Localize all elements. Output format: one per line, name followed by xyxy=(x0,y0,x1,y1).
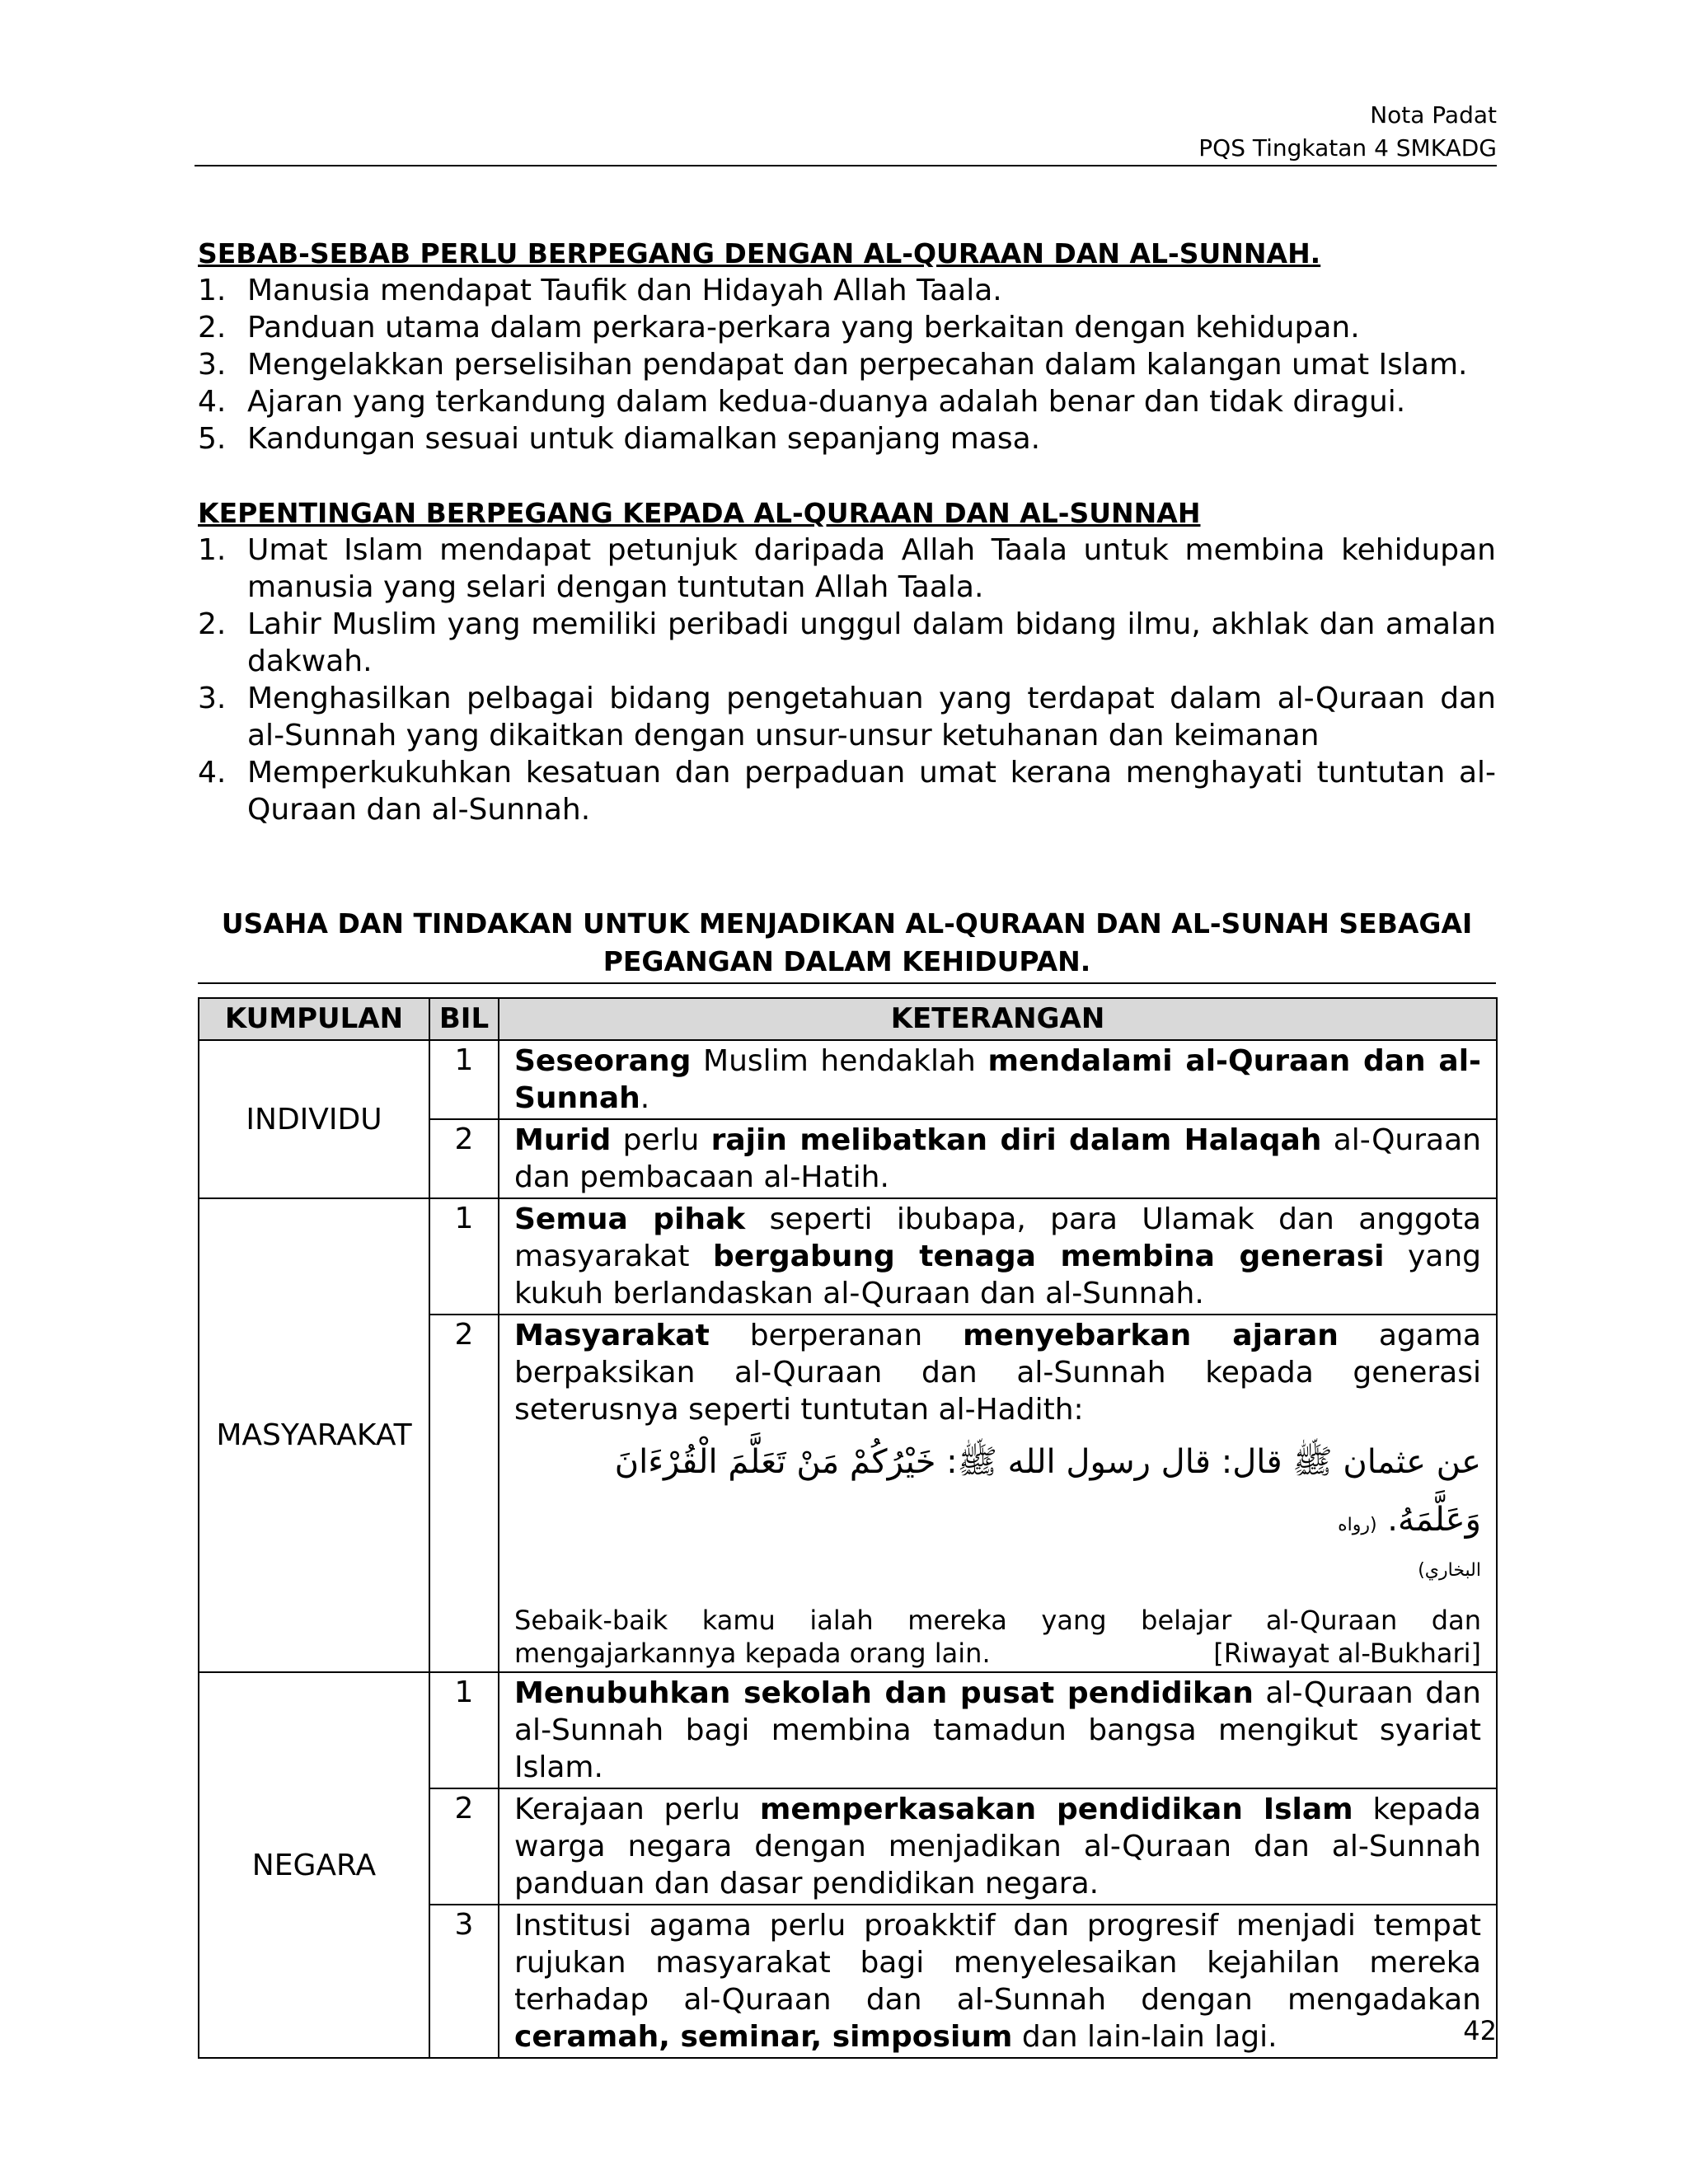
column-header-keterangan: KETERANGAN xyxy=(499,998,1497,1040)
bil-cell: 2 xyxy=(429,1788,499,1905)
table-header-row xyxy=(199,998,1497,1040)
efforts-table xyxy=(198,997,1498,2059)
description-cell: Menubuhkan sekolah dan pusat pendidikan al-Quraan dan al-Sunnah bagi membina tamadun bangsa mengikut syariat Islam. xyxy=(499,1672,1497,1788)
list-item: 1. Umat Islam mendapat petunjuk daripada Allah Taala untuk membina kehidupan manusia yang selari dengan tuntutan Allah Taala. xyxy=(198,533,1496,604)
bil-cell: 1 xyxy=(429,1672,499,1788)
table-title xyxy=(198,905,1496,981)
list-item: 5. Kandungan sesuai untuk diamalkan sepanjang masa. xyxy=(198,422,1041,456)
reasons-list xyxy=(198,272,1496,457)
bil-cell: 3 xyxy=(429,1905,499,2058)
list-item: 4. Ajaran yang terkandung dalam kedua-duanya adalah benar dan tidak diragui. xyxy=(198,385,1406,419)
table-row xyxy=(199,1672,1497,1788)
list-item: 4. Memperkukuhkan kesatuan dan perpaduan umat kerana menghayati tuntutan al-Quraan dan al-Sunnah. xyxy=(198,756,1496,827)
table-title-line-1: USAHA DAN TINDAKAN UNTUK MENJADIKAN AL-QURAAN DAN AL-SUNAH SEBAGAI xyxy=(221,907,1473,940)
list-item: 2. Lahir Muslim yang memiliki peribadi unggul dalam bidang ilmu, akhlak dan amalan dakwah. xyxy=(198,607,1496,678)
group-cell-individu: INDIVIDU xyxy=(199,1040,429,1198)
description-cell: Institusi agama perlu proakktif dan progresif menjadi tempat rujukan masyarakat bagi menyelesaikan kejahilan mereka terhadap al-Quraan dan al-Sunnah dengan mengadakan ceramah, seminar, simposium dan lain-lain lagi. xyxy=(499,1905,1497,2058)
hadith-meaning: Sebaik-baik kamu ialah mereka yang belajar al-Quraan dan mengajarkannya kepada orang lain. [Riwayat al-Bukhari] xyxy=(514,1605,1481,1669)
section-reasons xyxy=(198,235,1496,457)
description-cell: Seseorang Muslim hendaklah mendalami al-Quraan dan al-Sunnah. xyxy=(499,1040,1497,1119)
bil-cell: 2 xyxy=(429,1315,499,1672)
description-cell: Murid perlu rajin melibatkan diri dalam Halaqah al-Quraan dan pembacaan al-Hatih. xyxy=(499,1119,1497,1198)
header-line-2: PQS Tingkatan 4 SMKADG xyxy=(1198,134,1497,162)
hadith-riwayat: [Riwayat al-Bukhari] xyxy=(1213,1638,1481,1669)
list-item: 3. Mengelakkan perselisihan pendapat dan perpecahan dalam kalangan umat Islam. xyxy=(198,348,1468,382)
section-heading: KEPENTINGAN BERPEGANG KEPADA AL-QURAAN DAN AL-SUNNAH xyxy=(198,497,1201,529)
table-row xyxy=(199,1040,1497,1119)
bil-cell: 2 xyxy=(429,1119,499,1198)
table-title-line-2: PEGANGAN DALAM KEHIDUPAN. xyxy=(603,945,1091,977)
column-header-bil: BIL xyxy=(429,998,499,1040)
page-header xyxy=(1198,99,1497,165)
list-item: 3. Menghasilkan pelbagai bidang pengetahuan yang terdapat dalam al-Quraan dan al-Sunnah yang dikaitkan dengan unsur-unsur ketuhanan dan keimanan xyxy=(198,682,1496,752)
table-row xyxy=(199,1198,1497,1315)
group-cell-masyarakat: MASYARAKAT xyxy=(199,1198,429,1672)
importance-list xyxy=(198,532,1496,828)
description-cell: Kerajaan perlu memperkasakan pendidikan Islam kepada warga negara dengan menjadikan al-Quraan dan al-Sunnah panduan dan dasar pendidikan negara. xyxy=(499,1788,1497,1905)
page-number: 42 xyxy=(1463,2015,1497,2046)
hadith-arabic: عن عثمان ﷺ قال: قال رسول الله ﷺ: خَيْرُكُمْ مَنْ تَعَلَّمَ الْقُرْءَانَ وَعَلَّمَهُ. (رواه xyxy=(614,1443,1481,1539)
hadith-arabic-source: البخاري) xyxy=(1418,1560,1481,1581)
bil-cell: 1 xyxy=(429,1198,499,1315)
section-heading: SEBAB-SEBAB PERLU BERPEGANG DENGAN AL-QURAAN DAN AL-SUNNAH. xyxy=(198,237,1321,269)
list-item: 1. Manusia mendapat Taufik dan Hidayah Allah Taala. xyxy=(198,274,1002,307)
title-divider xyxy=(198,982,1496,984)
description-cell: Semua pihak seperti ibubapa, para Ulamak dan anggota masyarakat bergabung tenaga membina generasi yang kukuh berlandaskan al-Quraan dan al-Sunnah. xyxy=(499,1198,1497,1315)
list-item: 2. Panduan utama dalam perkara-perkara yang berkaitan dengan kehidupan. xyxy=(198,311,1360,344)
bil-cell: 1 xyxy=(429,1040,499,1119)
group-cell-negara: NEGARA xyxy=(199,1672,429,2058)
description-cell: Masyarakat berperanan menyebarkan ajaran agama berpaksikan al-Quraan dan al-Sunnah kepada generasi seterusnya seperti tuntutan al-Hadith: عن عثمان ﷺ قال: قال رسول الله ﷺ: خَيْرُكُمْ مَنْ تَعَلَّمَ الْقُرْءَانَ وَعَلَّمَهُ. (رواه البخاري) Sebaik-baik kamu ialah mereka yang belajar al-Quraan dan mengajarkannya kepada orang lain. [Riwayat al-Bukhari] xyxy=(499,1315,1497,1672)
column-header-kumpulan: KUMPULAN xyxy=(199,998,429,1040)
header-divider xyxy=(195,165,1497,166)
section-importance xyxy=(198,494,1496,828)
header-line-1: Nota Padat xyxy=(1370,101,1497,129)
